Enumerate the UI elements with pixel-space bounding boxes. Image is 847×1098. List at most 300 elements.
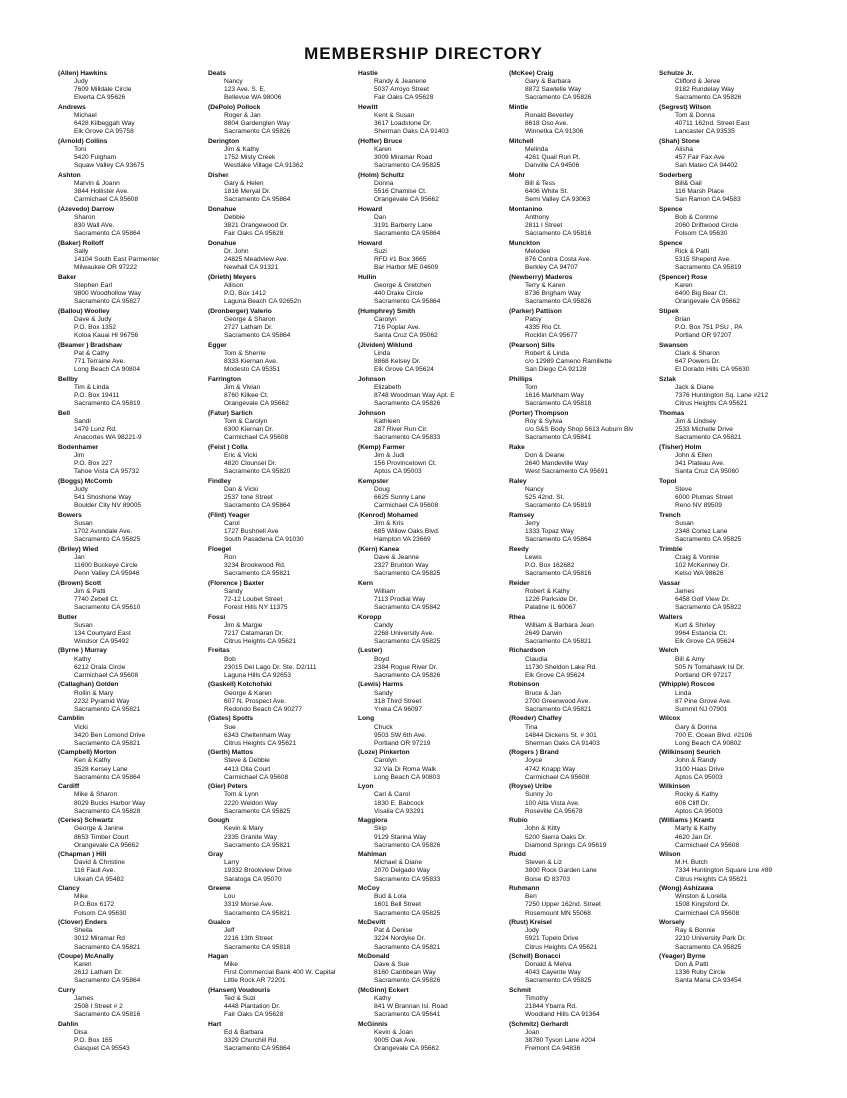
directory-entry [208,410,368,442]
entry-address-line: Hampton VA 23669 [374,535,431,543]
entry-address-line: Penn Valley CA 95946 [74,569,140,577]
entry-address-line: 134 Courtyard East [74,629,131,637]
entry-names: Brian [675,315,691,323]
directory-entry [208,749,368,781]
entry-names: Kurt & Shirley [675,621,716,629]
directory-entry [208,70,368,102]
entry-names: Karen [675,281,693,289]
entry-names: Doug [374,485,390,493]
entry-surname: (Flint) Yeager [208,511,250,519]
entry-names: Pat & Denise [374,927,413,935]
directory-entry [659,614,819,646]
entry-names: Joan [525,1029,540,1037]
entry-surname: Rudd [509,851,526,859]
entry-surname: (Briley) Wied [58,545,99,553]
entry-address-line: Aptos CA 95003 [675,807,723,815]
entry-names: Jim & Lindsey [675,417,717,425]
entry-names: Linda [675,689,692,697]
entry-names: Sandy [224,587,243,595]
entry-surname: Andrews [58,103,86,111]
entry-address-line: Portland OR 97207 [675,332,732,340]
directory-entry [208,953,368,985]
entry-address-line: Sacramento CA 95821 [224,841,291,849]
entry-names: Rollin & Mary [74,689,114,697]
entry-names: Sue [224,723,236,731]
directory-entry [58,953,218,985]
entry-names: Tom & Sherrie [224,349,266,357]
entry-names: Ted & Suzi [224,995,256,1003]
entry-names: Don & Patti [675,961,709,969]
entry-surname: (Byrne ) Murray [58,647,107,655]
entry-address-line: 3009 Miramar Road [374,154,433,162]
entry-address-line: Sacramento CA 95825 [374,909,441,917]
entry-surname: Ashton [58,171,81,179]
entry-surname: Bodenhamer [58,443,99,451]
entry-surname: Raley [509,477,527,485]
directory-entry [208,240,368,272]
entry-names: William & Barbara Jean [525,621,594,629]
entry-names: Patsy [525,315,542,323]
directory-entry [659,104,819,136]
directory-entry [58,274,218,306]
entry-address-line: 1727 Bushnell Ave [224,527,279,535]
entry-surname: (Boggs) McComb [58,477,113,485]
directory-entry [58,885,218,917]
entry-surname: Rhea [509,613,526,621]
entry-address-line: 9182 Rundelay Way [675,86,735,94]
directory-entry [509,987,669,1019]
entry-address-line: Sacramento CA 95819 [74,400,141,407]
entry-address-line: 341 Plateau Ave. [675,459,725,467]
entry-address-line: Laguna Hills CA 92653 [224,671,292,679]
entry-address-line: Rosemount MN 55068 [525,909,591,917]
directory-entry [659,647,819,679]
entry-surname: Egger [208,341,227,349]
entry-address-line: 1508 Kingsford Dr. [675,901,730,909]
directory-entry [208,987,368,1019]
entry-address-line: South Pasadena CA 91030 [224,535,304,543]
directory-entry [208,138,368,170]
entry-address-line: Milwaukee OR 97222 [74,264,138,272]
entry-address-line: 8868 Kelsey Dr. [374,357,421,365]
entry-names: Bob & Corinne [675,213,718,221]
directory-entry [659,953,819,985]
directory-entry [659,376,819,408]
entry-surname: Topol [659,477,677,485]
entry-surname: (Rust) Kreisel [509,919,552,927]
entry-address-line: West Sacramento CA 95691 [525,467,609,475]
entry-surname: Rubio [509,817,528,825]
entry-surname: (Hansen) Voudouris [208,987,271,995]
entry-address-line: Elk Grove CA 95624 [675,637,735,645]
entry-names: Vicki [74,723,88,731]
entry-address-line: Sacramento CA 95821 [374,943,441,951]
entry-address-line: 5921 Tupelo Drive [525,935,579,943]
entry-address-line: Carmichael CA 95608 [224,773,289,781]
entry-names: Bill & Amy [675,655,705,663]
entry-surname: (Clover) Enders [58,919,108,927]
entry-names: James [74,995,94,1003]
entry-address-line: Aptos CA 95003 [374,467,422,475]
entry-address-line: 8748 Woodman Way Apt. E [374,391,455,399]
entry-address-line: Newhall CA 91321 [224,264,279,272]
entry-names: Dan & Vicki [224,485,258,493]
directory-entry [509,546,669,578]
entry-names: Sharon [74,213,96,221]
entry-address-line: Forest Hills NY 11375 [224,603,288,611]
entry-address-line: Lancaster CA 93535 [675,128,735,136]
directory-entry [659,410,819,442]
directory-entry [58,444,218,476]
entry-address-line: Sacramento CA 95821 [224,909,291,917]
entry-surname: (Loze) Pinkerton [358,749,410,757]
entry-names: Disa [74,1029,88,1037]
entry-names: Jim & Patti [74,587,106,595]
entry-address-line: Sacramento CA 95816 [74,1011,141,1019]
entry-address-line: Sacramento CA 95864 [224,332,291,340]
entry-address-line: 3844 Hollister Ave. [74,188,129,196]
entry-names: Pat & Cathy [74,349,110,357]
entry-address-line: Sacramento CA 95816 [525,230,592,238]
entry-address-line: 24825 Meadview Ave. [224,256,289,264]
entry-address-line: Sacramento CA 95821 [74,739,141,747]
directory-entry [659,512,819,544]
entry-names: John & Ellen [675,451,713,459]
entry-address-line: Bellevue WA 98006 [224,94,282,102]
entry-surname: Disher [208,171,229,179]
entry-names: George & Janine [74,825,124,833]
entry-surname: (Tisher) Holm [659,443,702,451]
directory-entry [509,749,669,781]
entry-surname: Soderberg [659,171,692,179]
entry-names: Jerry [525,519,540,527]
entry-address-line: Sacramento CA 95825 [374,637,441,645]
entry-names: Kathy [374,995,391,1003]
entry-surname: Curry [58,987,76,995]
entry-address-line: 771 Terraine Ave. [74,357,126,365]
entry-address-line: Sacramento CA 95864 [74,773,141,781]
entry-surname: Wilkinson [659,783,691,791]
directory-entry [58,138,218,170]
entry-surname: Worsely [659,919,685,927]
entry-surname: Findley [208,477,232,485]
entry-address-line: Sacramento CA 95842 [374,603,441,611]
entry-surname: (Azevedo) Darrow [58,205,115,213]
entry-surname: Farrington [208,375,241,383]
entry-surname: (Arnold) Collins [58,137,108,145]
directory-entry [659,206,819,238]
entry-surname: Howard [358,205,383,213]
entry-address-line: Elk Grove CA 95624 [374,366,434,374]
entry-address-line: San Ramon CA 94583 [675,196,741,204]
entry-address-line: 14844 Dickens St. # 301 [525,731,597,739]
directory-entry [58,206,218,238]
directory-entry [58,715,218,747]
directory-entry [509,817,669,849]
entry-address-line: Sacramento CA 95825 [224,807,291,815]
directory-entry [208,206,368,238]
entry-address-line: Sacramento CA 95864 [525,535,592,543]
entry-surname: (Campbell) Morton [58,749,117,757]
entry-address-line: Sacramento CA 95821 [74,943,141,951]
entry-names: Rocky & Kathy [675,791,719,799]
entry-names: Jody [525,927,539,935]
entry-address-line: Fair Oaks CA 95628 [224,230,284,238]
entry-address-line: 11600 Buckeye Circle [74,561,138,569]
entry-surname: (Williams ) Krantz [659,817,715,825]
entry-address-line: 5420 Fulgham [74,154,117,162]
entry-address-line: 1830 E. Babcock [374,799,424,807]
entry-address-line: Westlake Village CA 91362 [224,162,304,170]
entry-names: Sheila [74,927,93,935]
entry-address-line: Sacramento CA 95828 [74,807,141,815]
directory-entry [58,749,218,781]
directory-entry [208,546,368,578]
entry-address-line: Tahoe Vista CA 95732 [74,467,140,475]
entry-address-line: Orangevale CA 95662 [374,1045,439,1053]
entry-address-line: 647 Powers Dr. [675,357,721,365]
directory-entry [358,953,518,985]
directory-entry [659,70,819,102]
entry-names: Claudia [525,655,548,663]
entry-surname: Derington [208,137,240,145]
entry-address-line: Sacramento CA 95826 [374,671,441,679]
entry-surname: (Callaghan) Golden [58,681,119,689]
directory-entry [58,308,218,340]
entry-address-line: Elk Grove CA 95758 [74,128,134,136]
entry-surname: Richardson [509,647,546,655]
entry-address-line: Portland OR 97219 [374,739,431,747]
directory-column-3 [358,70,518,1055]
directory-entry [208,376,368,408]
entry-names: Carol [224,519,240,527]
entry-address-line: 116 Marsh Place [675,188,724,196]
directory-entry [358,1021,518,1053]
directory-entry [659,851,819,883]
entry-names: Judy [74,78,88,86]
directory-entry [358,919,518,951]
entry-address-line: Fair Oaks CA 95628 [374,94,434,102]
entry-address-line: 32 Via Di Roma Walk [374,765,437,773]
entry-address-line: Sacramento CA 95825 [374,569,441,577]
directory-entry [358,783,518,815]
entry-address-line: 1333 Topaz Way [525,527,574,535]
directory-entry [58,70,218,102]
entry-surname: Hewitt [358,103,378,111]
entry-surname: Butler [58,613,78,621]
entry-address-line: Sacramento CA 95826 [675,94,742,102]
directory-column-4 [509,70,669,1055]
entry-names: Larry [224,859,240,867]
entry-address-line: 1601 Bell Street [374,901,421,909]
entry-address-line: Carmichael CA 95608 [374,501,439,509]
entry-surname: (Jividen) Wiklund [358,341,413,349]
entry-surname: (Roeder) Chalfey [509,715,562,723]
entry-address-line: Sacramento CA 95826 [374,977,441,985]
entry-names: Michael [74,112,97,120]
entry-address-line: Elverta CA 95626 [74,94,126,102]
entry-surname: (Wilkinson) Seurich [659,749,721,757]
entry-address-line: 9800 Woodhollow Way [74,290,142,297]
directory-entry [509,851,669,883]
entry-surname: Floegel [208,545,232,553]
entry-surname: (Holm) Schultz [358,171,405,179]
entry-address-line: Sacramento CA 95841 [525,433,592,441]
entry-address-line: Saratoga CA 95070 [224,875,282,883]
directory-entry [208,342,368,374]
entry-names: Ray & Bonnie [675,927,716,935]
entry-names: Jim & Kathy [224,146,260,154]
entry-names: Bob [224,655,236,663]
entry-address-line: Long Beach CA 90802 [675,739,741,747]
entry-address-line: P.O. Box 227 [74,459,113,467]
entry-address-line: Sacramento CA 95825 [525,977,592,985]
entry-names: Carolyn [374,315,397,323]
entry-address-line: 3821 Orangewood Dr. [224,222,289,230]
directory-entry [659,308,819,340]
entry-address-line: 525 42nd. St. [525,493,565,501]
directory-entry [509,376,669,408]
entry-address-line: 2727 Latham Dr. [224,323,273,331]
entry-names: William [374,587,396,595]
entry-surname: Maggiora [358,817,388,825]
entry-names: Karen [74,961,92,969]
entry-surname: Baker [58,273,77,281]
entry-address-line: Sacramento CA 95819 [525,501,592,509]
entry-names: Mike [74,893,88,901]
entry-names: Eric & Vicki [224,451,258,459]
entry-names: Chuck [374,723,393,731]
entry-address-line: Carmichael CA 95608 [74,196,139,204]
entry-address-line: 6000 Plumas Street [675,493,733,501]
directory-entry [509,240,669,272]
directory-entry [58,240,218,272]
entry-address-line: San Diego CA 92128 [525,366,587,374]
entry-names: George & Gretchen [374,281,432,289]
directory-entry [58,376,218,408]
directory-entry [208,580,368,612]
directory-entry [208,817,368,849]
entry-address-line: 7250 Upper 162nd. Street [525,901,601,909]
directory-entry [659,444,819,476]
entry-names: Mike [224,961,238,969]
entry-names: Joyce [525,757,543,765]
entry-names: George & Sharon [224,315,276,323]
entry-names: George & Karen [224,689,272,697]
entry-names: Sandi [74,417,91,425]
entry-address-line: P.O. Box 1412 [224,290,267,297]
directory-entry [358,987,518,1019]
entry-address-line: Orangevale CA 95662 [675,298,740,306]
entry-address-line: Folsom CA 95630 [675,230,728,238]
entry-address-line: 457 Fair Fax Ave [675,154,725,162]
entry-address-line: Sacramento CA 95833 [374,875,441,883]
entry-address-line: 2070 Delgado Way [374,867,430,875]
directory-entry [358,715,518,747]
entry-names: John & Kitty [525,825,561,833]
directory-entry [358,681,518,713]
entry-address-line: Sacramento CA 95825 [74,535,141,543]
entry-names: Jim & Margie [224,621,263,629]
entry-names: Ron [224,553,237,561]
entry-address-line: 3224 Nordyke Dr. [374,935,426,943]
entry-address-line: 7334 Huntington Square Lne #89 [675,867,773,875]
entry-surname: Greene [208,885,231,893]
entry-surname: (DePolo) Pollock [208,103,261,111]
entry-address-line: 716 Poplar Ave. [374,323,421,331]
entry-surname: (Kern) Kanea [358,545,400,553]
entry-address-line: Long Beach CA 90803 [374,773,440,781]
directory-entry [509,783,669,815]
entry-surname: Gray [208,851,224,859]
entry-surname: Bellby [58,375,78,383]
directory-entry [659,817,819,849]
entry-address-line: 685 Willow Oaks Blvd. [374,527,440,535]
entry-surname: Reedy [509,545,529,553]
directory-entry [208,614,368,646]
entry-address-line: 5315 Sheperd Ave. [675,256,731,264]
entry-names: Steve [675,485,692,493]
directory-entry [208,885,368,917]
directory-entry [208,919,368,951]
entry-names: Toni [74,146,87,154]
entry-address-line: 6406 White St. [525,188,569,196]
entry-surname: (Gates) Spotts [208,715,254,723]
entry-names: Terry & Karen [525,281,566,289]
entry-names: Kevin & Mary [224,825,264,833]
entry-surname: (Chapman ) Hill [58,851,107,859]
entry-surname: Mitchell [509,137,534,145]
directory-entry [58,172,218,204]
entry-names: Gary & Barbara [525,78,571,86]
entry-address-line: P.O. Box 1352 [74,323,117,331]
entry-address-line: 38780 Tyson Lane #204 [525,1037,596,1045]
directory-entry [509,70,669,102]
entry-address-line: 2533 Michelle Drive [675,425,733,433]
entry-names: Tom & Carolyn [224,417,268,425]
entry-address-line: 9964 Estancia Ct. [675,629,728,637]
entry-address-line: 7376 Huntington Sq. Lane #212 [675,391,769,399]
entry-names: Jim [74,451,85,459]
entry-address-line: 8653 Timber Court [74,833,129,841]
entry-surname: (Gier) Peters [208,783,248,791]
directory-entry [58,987,218,1019]
entry-address-line: 3012 Miramar Rd [74,935,125,943]
directory-entry [58,1021,218,1053]
directory-entry [58,647,218,679]
directory-entry [358,885,518,917]
directory-column-5 [659,70,819,987]
entry-names: Ronald Beverley [525,112,574,120]
entry-address-line: Reno NV 89509 [675,501,722,509]
entry-address-line: 607 N. Prospect Ave. [224,697,286,705]
entry-address-line: Summit NJ 07901 [675,705,728,713]
entry-address-line: 3329 Churchill Rd. [224,1037,279,1045]
entry-address-line: Sacramento CA 95821 [525,705,592,713]
entry-surname: Spence [659,239,683,247]
entry-names: Alisha [675,146,693,154]
entry-names: Robert & Kathy [525,587,570,595]
entry-address-line: Kelso WA 98626 [675,569,724,577]
entry-address-line: P.O. Box 162682 [525,561,575,569]
entry-surname: Trimble [659,545,683,553]
directory-entry [509,308,669,340]
directory-entry [509,138,669,170]
directory-entry [208,647,368,679]
directory-entry [358,546,518,578]
entry-address-line: 841 W Brannan Isl. Road [374,1003,448,1011]
entry-address-line: Santa Maria CA 93454 [675,977,742,985]
